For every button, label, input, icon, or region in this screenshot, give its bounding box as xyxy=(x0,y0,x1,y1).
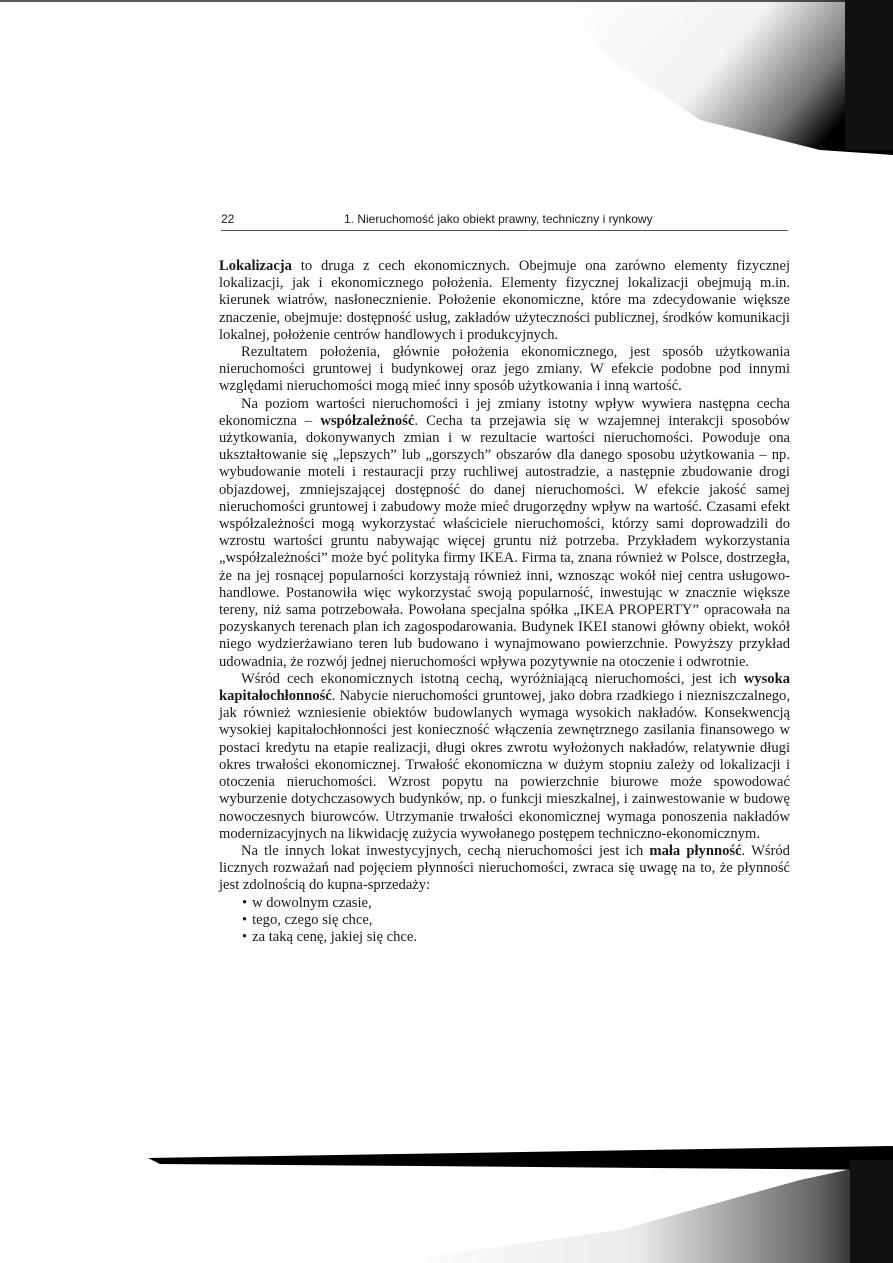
paragraph-rezultat: Rezultatem położenia, głównie położenia ekonomicznego, jest sposób użytkowania nieruchomości gruntowej i budynkowej oraz jego zmiany. W efekcie podobne pod innymi względami nieruchomości mogą mieć inny sposób użytkowania i inną wartość. xyxy=(219,344,790,395)
body-text xyxy=(219,258,790,946)
scan-shadow-bottom xyxy=(0,1140,893,1263)
bullet-list xyxy=(219,895,790,947)
list-item: • za taką cenę, jakiej się chce. xyxy=(242,929,790,946)
paragraph-lokalizacja: Lokalizacja to druga z cech ekonomicznych. Obejmuje ona zarówno elementy fizycznej lokalizacji, jak i ekonomicznego położenia. Elementy fizycznej lokalizacji obejmują m.in. kierunek wiatrów, nasłonecznienie. Położenie ekonomiczne, które ma zdecydowanie większe znaczenie, obejmuje: dostępność usług, zakładów użyteczności publicznej, środków komunikacji lokalnej, położenie centrów handlowych i produkcyjnych. xyxy=(219,258,790,343)
paragraph-plynnosc: Na tle innych lokat inwestycyjnych, cechą nieruchomości jest ich mała płynność. Wśród licznych rozważań nad pojęciem płynności nieruchomości, zwraca się uwagę na to, że płynność jest zdolnością do kupna-sprzedaży: xyxy=(219,842,790,894)
term-lokalizacja: Lokalizacja xyxy=(219,258,292,274)
page-number: 22 xyxy=(221,212,235,226)
term-kapitalochlonnosc: wysoka kapitałochłonność xyxy=(219,670,790,705)
term-wspolzaleznosc: współzależność xyxy=(320,412,415,429)
list-item: • tego, czego się chce, xyxy=(242,912,790,929)
scan-shadow-top xyxy=(0,0,893,160)
running-head: 1. Nieruchomość jako obiekt prawny, techniczny i rynkowy xyxy=(344,212,653,226)
term-plynnosc: mała płynność xyxy=(649,842,742,859)
paragraph-wspolzaleznosc: Na poziom wartości nieruchomości i jej zmiany istotny wpływ wywiera następna cecha ekonomiczna – współzależność. Cecha ta przejawia się w wzajemnej interakcji sposobów użytkowania, dokonywanych zmian i w rezultacie wartości nieruchomości. Powoduje ona ukształtowanie się „lepszych” lub „gorszych” obszarów dla danego sposobu użytkowania – np. wybudowanie moteli i restauracji przy ruchliwej autostradzie, a następnie zbudowanie drogi objazdowej, zmniejszającej dostępność do danej nieruchomości. W efekcie jakość samej nieruchomości gruntowej i zabudowy może mieć drugorzędny wpływ na wartość. Czasami efekt współzależności mogą wykorzystać właściciele nieruchomości, którzy sami doprowadzili do wzrostu wartości gruntu nabywając więcej gruntu niż potrzeba. Przykładem wykorzystania „współzależności” może być polityka firmy IKEA. Firma ta, znana również w Polsce, dostrzegła, że na jej rosnącej popularności korzystają również inni, wznosząc wokół niej centra usługowo-handlowe. Postanowiła więc wykorzystać swoją popularność, inwestując w znacznie większe tereny, niż sama potrzebowała. Powołana specjalna spółka „IKEA PROPERTY” opracowała na pozyskanych terenach plan ich zagospodarowania. Budynek IKEI stanowi główny obiekt, wokół niego wydzierżawiano teren lub budowano i wynajmowano powierzchnie. Powyższy przykład udowadnia, że rozwój jednej nieruchomości wpływa pozytywnie na otoczenie i odwrotnie. xyxy=(219,395,790,670)
paragraph-kapitalochlonnosc: Wśród cech ekonomicznych istotną cechą, wyróżniającą nieruchomości, jest ich wysoka kapitałochłonność. Nabycie nieruchomości gruntowej, jako dobra rzadkiego i niezniszczalnego, jak również wzniesienie obiektów budowlanych wymaga wysokich nakładów. Konsekwencją wysokiej kapitałochłonności jest konieczność włączenia zewnętrznego zasilania finansowego w postaci kredytu na etapie realizacji, długi okres zwrotu wyłożonych nakładów, relatywnie długi okres trwałości ekonomicznej. Trwałość ekonomiczna w dużym stopniu zależy od lokalizacji i otoczenia nieruchomości. Wzrost popytu na powierzchnie biurowe może spowodować wyburzenie dotychczasowych budynków, np. o funkcji mieszkalnej, i zainwestowanie w budowę nowoczesnych biurowców. Utrzymanie trwałości ekonomicznej wymaga ponoszenia nakładów modernizacyjnych na likwidację zużycia wywołanego postępem techniczno-ekonomicznym. xyxy=(219,670,790,842)
list-item: • w dowolnym czasie, xyxy=(242,895,790,912)
page-header xyxy=(221,212,788,231)
